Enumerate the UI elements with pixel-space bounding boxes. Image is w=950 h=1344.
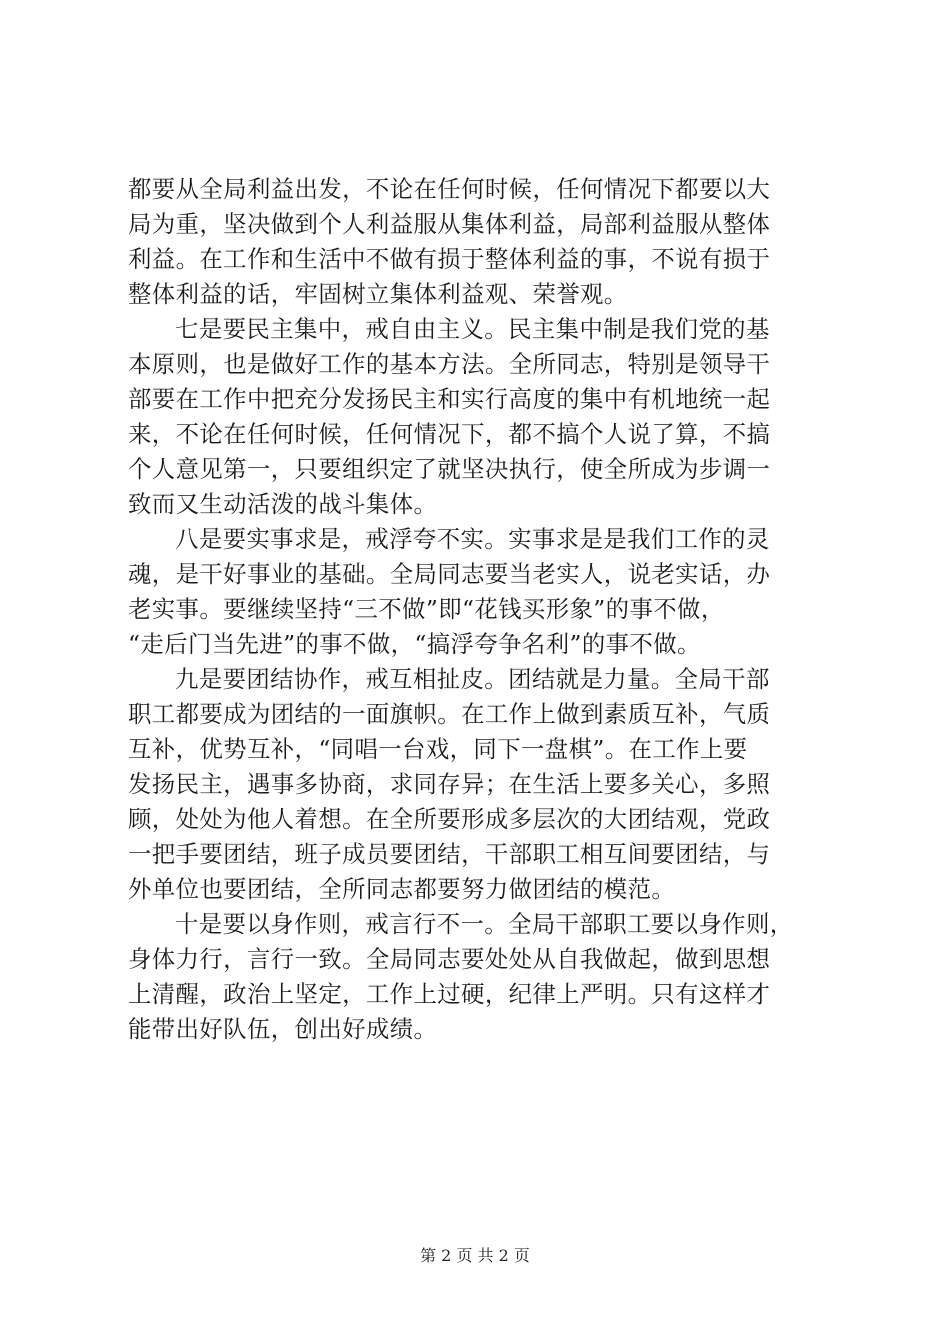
text-line: 上清醒，政治上坚定，工作上过硬，纪律上严明。只有这样才: [128, 980, 771, 1008]
text-line: 一把手要团结，班子成员要团结，干部职工相互间要团结，与: [128, 840, 771, 868]
text-line: “走后门当先进”的事不做，“搞浮夸争名利”的事不做。: [128, 630, 701, 658]
text-line: 魂，是干好事业的基础。全局同志要当老实人，说老实话，办: [128, 560, 771, 588]
paragraph-start-line: 九是要团结协作，戒互相扯皮。团结就是力量。全局干部: [175, 665, 770, 693]
text-line: 能带出好队伍，创出好成绩。: [128, 1015, 438, 1043]
text-line: 利益。在工作和生活中不做有损于整体利益的事，不说有损于: [128, 245, 771, 273]
text-line: 局为重，坚决做到个人利益服从集体利益，局部利益服从整体: [128, 210, 771, 238]
paragraph-start-line: 八是要实事求是，戒浮夸不实。实事求是是我们工作的灵: [175, 525, 770, 553]
text-line: 顾，处处为他人着想。在全所要形成多层次的大团结观，党政: [128, 805, 771, 833]
document-body: [128, 172, 828, 1047]
text-line: 职工都要成为团结的一面旗帜。在工作上做到素质互补，气质: [128, 700, 771, 728]
text-line: 互补，优势互补，“同唱一台戏，同下一盘棋”。在工作上要: [128, 735, 748, 763]
text-line: 来，不论在任何时候，任何情况下，都不搞个人说了算，不搞: [128, 420, 771, 448]
text-line: 老实事。要继续坚持“三不做”即“花钱买形象”的事不做，: [128, 595, 725, 623]
text-line: 本原则，也是做好工作的基本方法。全所同志，特别是领导干: [128, 350, 771, 378]
page-number-footer: 第 2 页 共 2 页: [420, 1246, 530, 1265]
text-line: 部要在工作中把充分发扬民主和实行高度的集中有机地统一起: [128, 385, 771, 413]
text-line: 都要从全局利益出发，不论在任何时候，任何情况下都要以大: [128, 175, 771, 203]
text-line: 外单位也要团结，全所同志都要努力做团结的模范。: [128, 875, 676, 903]
text-line: 发扬民主，遇事多协商，求同存异；在生活上要多关心，多照: [128, 770, 771, 798]
text-line: 致而又生动活泼的战斗集体。: [128, 490, 438, 518]
text-line: 个人意见第一，只要组织定了就坚决执行，使全所成为步调一: [128, 455, 771, 483]
text-line: 整体利益的话，牢固树立集体利益观、荣誉观。: [128, 280, 628, 308]
text-line: 身体力行，言行一致。全局同志要处处从自我做起，做到思想: [128, 945, 771, 973]
paragraph-start-line: 十是要以身作则，戒言行不一。全局干部职工要以身作则，: [175, 910, 794, 938]
paragraph-start-line: 七是要民主集中，戒自由主义。民主集中制是我们党的基: [175, 315, 770, 343]
